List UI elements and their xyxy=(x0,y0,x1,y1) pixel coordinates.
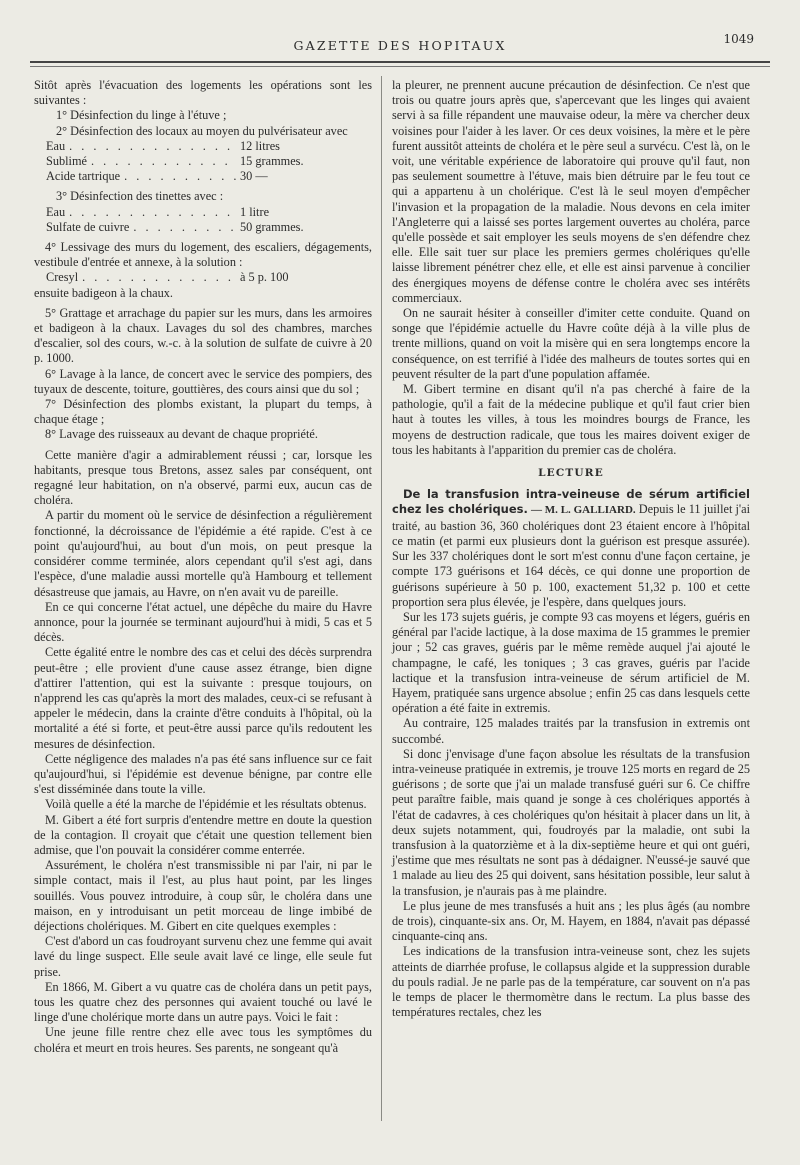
paragraph: Cette négligence des malades n'a pas été sans influence sur ce fait qu'aujourd'hui, si l'épidémie est devenue bénigne, par contre elle s'est disséminée dans toute la ville. xyxy=(34,751,372,797)
paragraph: Les indications de la transfusion intra-veineuse sont, chez les sujets atteints de diarrhée profuse, le collapsus algide et la suppression durable du pouls radial. Je ne parle pas de la température, car souvent on n'a pas le temps de placer le thermomètre dans le rectum. La plus basse des températures rectales, chez les xyxy=(392,944,750,1020)
list-item: 3° Désinfection des tinettes avec : xyxy=(56,189,224,204)
recipe-label: Sublimé xyxy=(46,154,87,169)
recipe-value: 15 grammes. xyxy=(240,154,304,169)
article-lead-text: Depuis le 11 juillet j'ai traité, au bastion 36, 360 cholériques dont 23 étaient encore à l'hôpital ce matin (et parmi eux plusieurs dont la guérison est presque assurée). Sur les 337 cholériques dont le sort m'est connu d'une façon certaine, je compte 173 guérisons et 164 décès, ce qui donne une proportion de guérisons supérieure à 50 p. 100, exactement 51,32 p. 100 et cette proportion sera plus élevée, je l'espère, dans quelques jours. xyxy=(392,502,750,609)
paragraph: Le plus jeune de mes transfusés a huit ans ; les plus âgés (au nombre de trois), cinquante-six ans. Or, M. Hayem, en 1884, n'avait pas dépassé cinquante-cinq ans. xyxy=(392,898,750,944)
recipe-label: Sulfate de cuivre xyxy=(46,219,130,234)
paragraph: Cette manière d'agir a admirablement réussi ; car, lorsque les habitants, presque tous Bretons, assez sales par conséquent, ont regagné leur habitation, on n'a observé, parmi eux, aucun cas de choléra. xyxy=(34,447,372,508)
header-rule-thin xyxy=(30,66,770,67)
list-item: 7° Désinfection des plombs existant, la plupart du temps, à chaque étage ; xyxy=(34,397,372,427)
paragraph: Sur les 173 sujets guéris, je compte 93 cas moyens et légers, guéris en général par l'acide lactique, à la dose maxima de 15 grammes le premier jour ; 52 cas graves, guéris par le même remède auquel j'ai ajouté le champagne, le café, les toniques ; 3 cas graves, guéris par l'acide lactique et la transfusion intra-veineuse de sérum artificiel de M. Hayem, pratiquée sans urgence absolue ; enfin 25 cas dans lesquels cette opération a été faite in extremis. xyxy=(392,609,750,716)
recipe-value: à 5 p. 100 xyxy=(240,270,289,285)
list-item: 1° Désinfection du linge à l'étuve ; xyxy=(56,108,227,123)
article-author: — M. L. GALLIARD. xyxy=(531,504,636,517)
recipe-row xyxy=(34,169,332,184)
left-column xyxy=(34,78,372,1056)
recipe-label: Eau xyxy=(46,204,66,219)
article-lead-paragraph xyxy=(392,487,750,610)
paragraph: Une jeune fille rentre chez elle avec tous les symptômes du choléra et meurt en trois heures. Ses parents, ne songeant qu'à xyxy=(34,1025,372,1055)
right-column xyxy=(392,78,750,1020)
list-item: 8° Lavage des ruisseaux au devant de chaque propriété. xyxy=(45,427,318,442)
leader-dots xyxy=(124,169,236,184)
paragraph: En ce qui concerne l'état actuel, une dépêche du maire du Havre annonce, pour la journée se terminant aujourd'hui à midi, 5 cas et 5 décès. xyxy=(34,599,372,645)
page-header xyxy=(30,32,770,72)
recipe-row xyxy=(34,205,332,220)
paragraph: C'est d'abord un cas foudroyant survenu chez une femme qui avait lavé du linge suspect. Elle seule avait lavé ce linge, elle seule fut prise. xyxy=(34,934,372,979)
leader-dots xyxy=(82,270,236,285)
paragraph: Au contraire, 125 malades traités par la transfusion in extremis ont succombé. xyxy=(392,716,750,746)
recipe-value: 12 litres xyxy=(240,138,280,153)
paragraph: ensuite badigeon à la chaux. xyxy=(34,285,173,300)
leader-dots xyxy=(69,139,236,154)
paragraph: Cette égalité entre le nombre des cas et celui des décès surprendra peut-être ; elle provient d'une cause assez étrange, bien digne d'attirer l'attention, qui est la suivante : presque toujours, on n'apprend les cas qu'après la mort des malades, ceux-ci se refusant à appeler le médecin, dans la crainte d'être conduits à l'hôpital, où la mortalité a été si forte, et peut-être aussi parce qu'ils redoutent les mesures de désinfection. xyxy=(34,645,372,751)
recipe-value: 1 litre xyxy=(240,204,270,219)
recipe-row xyxy=(34,220,332,235)
recipe-value: 50 grammes. xyxy=(240,219,304,234)
paragraph: En 1866, M. Gibert a vu quatre cas de choléra dans un petit pays, tous les quatre chez des personnes qui avaient touché ou lavé le linge d'une cholérique morte dans un autre pays. Voici le fait : xyxy=(34,979,372,1025)
paragraph: M. Gibert termine en disant qu'il n'a pas cherché à faire de la pathologie, qu'il a fait de la médecine publique et qu'il faut crier bien haut à toutes les villes, à tous les moindres bourgs de France, les moyens de destruction radicale, que tous les maires doivent exiger de tous les habitants à l'apparition du premier cas de choléra. xyxy=(392,382,750,457)
list-item: 4° Lessivage des murs du logement, des escaliers, dégagements, vestibule d'entrée et annexe, à la solution : xyxy=(34,240,372,270)
article-title: De la transfusion intra-veineuse de sérum artificiel chez les cholériques. xyxy=(392,487,750,517)
list-item: 6° Lavage à la lance, de concert avec le service des pompiers, des tuyaux de descente, toiture, gouttières, des cours ainsi que du sol ; xyxy=(34,366,372,396)
section-heading: LECTURE xyxy=(538,467,604,480)
recipe-label: Cresyl xyxy=(46,270,79,285)
leader-dots xyxy=(133,220,236,235)
header-rule-thick xyxy=(30,61,770,63)
paragraph: On ne saurait hésiter à conseiller d'imiter cette conduite. Quand on songe que l'épidémie actuelle du Havre coûte déjà à la ville plus de trente millions, quand on voit la misère qui en sera longtemps encore la conséquence, on est terrifié à l'idée des malheurs de toutes sortes qui en peuvent résulter de la part d'une population affamée. xyxy=(392,306,750,381)
column-divider xyxy=(381,76,382,1121)
recipe-row xyxy=(34,154,332,169)
recipe-label: Eau xyxy=(46,138,66,153)
paragraph: Sitôt après l'évacuation des logements les opérations sont les suivantes : xyxy=(34,78,372,108)
page-number: 1049 xyxy=(723,32,754,46)
leader-dots xyxy=(91,154,236,169)
paragraph: M. Gibert a été fort surpris d'entendre mettre en doute la question de la contagion. Il croyait que c'était une question tellement bien admise, que l'on pouvait la considérer comme enterrée. xyxy=(34,812,372,857)
recipe-value: 30 — xyxy=(240,169,268,184)
paragraph: A partir du moment où le service de désinfection a régulièrement fonctionné, la décroissance de l'épidémie a été rapide. C'est à ce point qu'aujourd'hui, au bout d'un mois, on peut presque la considérer comme terminée, alors cependant qu'il s'est agi, dans l'espèce, d'une maladie aussi mortelle qu'à Hambourg et tellement désastreuse que jamais, au Havre, on n'en avait vu de pareille. xyxy=(34,508,372,599)
list-item: 5° Grattage et arrachage du papier sur les murs, dans les armoires et badigeon à la chaux. Lavages du sol des chambres, marches d'escalier, sol des cours, w.-c. à la solution de sulfate de cuivre à 20 p. 1000. xyxy=(34,305,372,366)
paragraph: Assurément, le choléra n'est transmissible ni par l'air, ni par le simple contact, mais il l'est, au plus haut point, par les linges souillés. Vous pouvez introduire, à coup sûr, le choléra dans une maison, en y introduisant un petit morceau de linge imbibé de déjections cholériques. M. Gibert en cite quelques exemples : xyxy=(34,858,372,933)
recipe-row xyxy=(34,270,332,285)
recipe-label: Acide tartrique xyxy=(46,169,121,184)
journal-title: GAZETTE DES HOPITAUX xyxy=(293,38,507,53)
paragraph: Si donc j'envisage d'une façon absolue les résultats de la transfusion intra-veineuse pratiquée in extremis, je trouve 125 morts en regard de 25 guérisons ; de sorte que j'ai un malade transfusé guéri sur 6. Ce chiffre peut paraître faible, mais quand je songe à ces cholériques apportés à l'état de cadavres, à ces cholériques qu'on hésitait à placer dans un lit, à deux sujets notamment, qui, foudroyés par la maladie, ont subi la transfusion à la quatorzième et à la dix-septième heure et qui ont guéri, j'estime que mes résultats ne sont pas à dédaigner. N'eussé-je sauvé que 1 malade au lieu des 25 qui doivent, sans hésitation possible, leur salut à la transfusion, je n'aurais pas à me plaindre. xyxy=(392,746,750,898)
recipe-row xyxy=(34,139,332,154)
paragraph: la pleurer, ne prennent aucune précaution de désinfection. Ce n'est que trois ou quatre jours après que, s'apercevant que les linges qui avaient servi à sa fille répandent une mauvaise odeur, la mère va chercher deux voisines pour l'aider à les laver. Or ces deux voisines, la mère et le père furent aussitôt atteints de choléra et le père seul a survécu. C'est là, on le voit, une véritable expérience de laboratoire qui prouve qu'il faut, non pas seulement soumettre à l'étuve, mais bien détruire par le feu tout ce qui a appartenu à un cholérique. C'est là le seul moyen d'empêcher l'invasion et la propagation de la maladie. Nous devons en cela imiter l'Angleterre qui a laissé ses portes largement ouvertes au choléra, parce qu'elle possède et sait employer les seuls moyens de s'en défendre chez elle. Elle sait tuer sur place les premiers germes cholériques qu'elle laisse librement pénétrer chez elle, et elle est ainsi parvenue à concilier des énergiques moyens de défense contre le choléra avec ses intérêts commerciaux. xyxy=(392,78,750,305)
paragraph: Voilà quelle a été la marche de l'épidémie et les résultats obtenus. xyxy=(45,797,367,812)
leader-dots xyxy=(69,205,236,220)
list-item: 2° Désinfection des locaux au moyen du pulvérisateur avec xyxy=(56,123,348,138)
